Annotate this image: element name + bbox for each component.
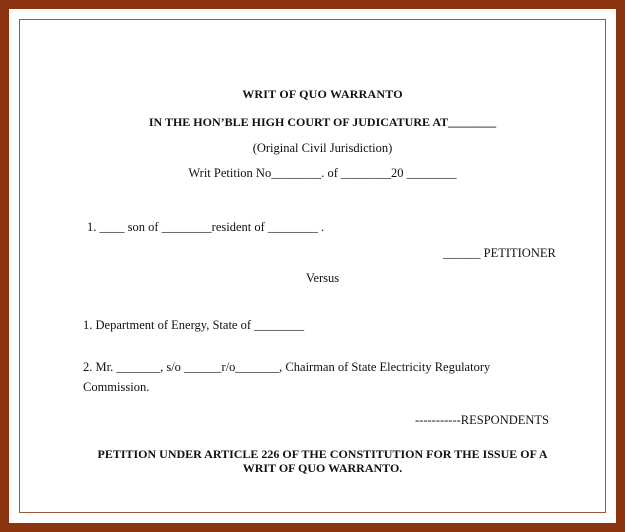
petition-heading [20, 447, 625, 475]
writ-title: WRIT OF QUO WARRANTO [242, 87, 403, 101]
petitioner-label: ______ PETITIONER [443, 246, 556, 260]
petition-heading-line-2: WRIT OF QUO WARRANTO. [242, 461, 403, 475]
versus-label: Versus [305, 271, 340, 285]
document-page [19, 19, 606, 513]
respondent-2-line-1: 2. Mr. _______, s/o ______r/o_______, Chairman of State Electricity Regulatory [83, 360, 491, 374]
petitioner-details-line: 1. ____ son of ________resident of ________ . [87, 220, 325, 234]
respondents-label: -----------RESPONDENTS [415, 413, 549, 427]
petition-heading-line-1: PETITION UNDER ARTICLE 226 OF THE CONSTITUTION FOR THE ISSUE OF A [97, 447, 548, 461]
respondent-2-line-2: Commission. [83, 380, 150, 394]
court-name-line: IN THE HON’BLE HIGH COURT OF JUDICATURE AT________ [148, 115, 497, 129]
respondent-1-line: 1. Department of Energy, State of ________ [83, 318, 305, 332]
jurisdiction-line: (Original Civil Jurisdiction) [252, 141, 393, 155]
writ-petition-number-line: Writ Petition No________. of ________20 ________ [188, 166, 457, 180]
